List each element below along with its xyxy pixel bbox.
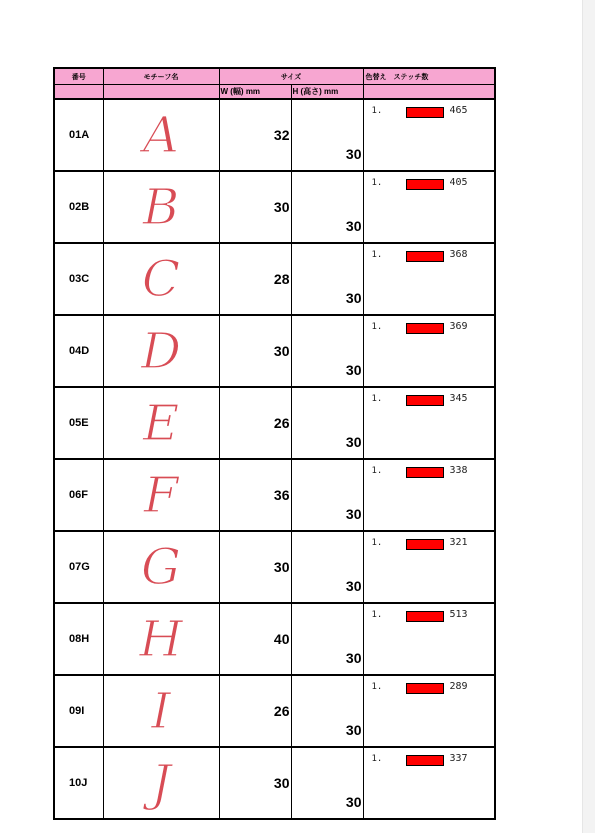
- height-value: 30: [345, 218, 362, 234]
- width-mm: [219, 171, 291, 243]
- color-index: 1.: [371, 538, 383, 548]
- height-mm: [291, 387, 363, 459]
- motif-code-text: 10J: [69, 777, 88, 789]
- thread-color-swatch: [406, 323, 444, 334]
- thread-color-swatch: [406, 611, 444, 622]
- color-index: 1.: [371, 466, 383, 476]
- stitch-count: 369: [449, 321, 468, 332]
- width-value: 30: [273, 199, 290, 215]
- motif-code-text: 04D: [69, 345, 90, 357]
- width-value: 30: [273, 343, 290, 359]
- motif-image-cell: [103, 387, 219, 459]
- stitched-letter-glyph: F: [143, 467, 179, 523]
- motif-code: [54, 387, 103, 459]
- color-index: 1.: [371, 394, 383, 404]
- motif-image-cell: [103, 675, 219, 747]
- motif-code: [54, 603, 103, 675]
- motif-code: [54, 99, 103, 171]
- cross-stitch-letter-image: [121, 755, 201, 811]
- cross-stitch-letter-image: [121, 179, 201, 235]
- width-mm: [219, 315, 291, 387]
- color-change-cell: [363, 603, 495, 675]
- color-change-cell: [363, 99, 495, 171]
- table-row: [54, 603, 495, 675]
- motif-code: [54, 315, 103, 387]
- cross-stitch-letter-image: [121, 539, 201, 595]
- stitched-letter-glyph: J: [150, 755, 172, 811]
- table-row: [54, 243, 495, 315]
- stitch-count: 465: [449, 105, 468, 116]
- page-edge: [582, 0, 595, 833]
- color-change-cell: [363, 531, 495, 603]
- width-value: 28: [273, 271, 290, 287]
- motif-code-text: 07G: [69, 561, 90, 573]
- stitch-count: 321: [449, 537, 468, 548]
- height-value: 30: [345, 146, 362, 162]
- color-index: 1.: [371, 106, 383, 116]
- motif-code: [54, 459, 103, 531]
- thread-color-swatch: [406, 539, 444, 550]
- color-change-cell: [363, 171, 495, 243]
- header-size: サイズ: [219, 68, 363, 85]
- table-row: [54, 675, 495, 747]
- cross-stitch-letter-image: [121, 395, 201, 451]
- table-row: [54, 171, 495, 243]
- thread-color-swatch: [406, 107, 444, 118]
- cross-stitch-letter-image: [121, 107, 201, 163]
- height-value: 30: [345, 290, 362, 306]
- color-change-cell: [363, 747, 495, 819]
- thread-color-swatch: [406, 467, 444, 478]
- motif-code: [54, 747, 103, 819]
- width-mm: [219, 387, 291, 459]
- width-value: 26: [273, 415, 290, 431]
- color-change-cell: [363, 459, 495, 531]
- thread-color-swatch: [406, 251, 444, 262]
- motif-code: [54, 171, 103, 243]
- color-change-cell: [363, 243, 495, 315]
- width-mm: [219, 99, 291, 171]
- motif-code-text: 05E: [69, 417, 89, 429]
- height-mm: [291, 603, 363, 675]
- height-mm: [291, 243, 363, 315]
- table-row: [54, 747, 495, 819]
- height-mm: [291, 171, 363, 243]
- thread-color-swatch: [406, 179, 444, 190]
- stitched-letter-glyph: B: [142, 179, 180, 235]
- subheader-width: W (幅) mm: [219, 85, 291, 100]
- subheader-blank: [103, 85, 219, 100]
- width-value: 30: [273, 775, 290, 791]
- subheader-blank: [363, 85, 495, 100]
- header-row: [54, 68, 495, 85]
- width-value: 30: [273, 559, 290, 575]
- width-value: 32: [273, 127, 290, 143]
- motif-code-text: 03C: [69, 273, 90, 285]
- motif-table: [53, 67, 496, 820]
- height-mm: [291, 459, 363, 531]
- height-mm: [291, 675, 363, 747]
- color-index: 1.: [371, 250, 383, 260]
- height-value: 30: [345, 650, 362, 666]
- stitch-count: 345: [449, 393, 468, 404]
- thread-color-swatch: [406, 395, 444, 406]
- motif-image-cell: [103, 243, 219, 315]
- thread-color-swatch: [406, 755, 444, 766]
- width-value: 40: [273, 631, 290, 647]
- color-index: 1.: [371, 610, 383, 620]
- stitched-letter-glyph: A: [142, 107, 180, 163]
- width-mm: [219, 603, 291, 675]
- motif-code-text: 02B: [69, 201, 90, 213]
- motif-code: [54, 531, 103, 603]
- height-mm: [291, 99, 363, 171]
- subheader-blank: [54, 85, 103, 100]
- motif-image-cell: [103, 531, 219, 603]
- color-change-cell: [363, 675, 495, 747]
- height-mm: [291, 747, 363, 819]
- cross-stitch-letter-image: [121, 611, 201, 667]
- motif-image-cell: [103, 171, 219, 243]
- stitch-count: 405: [449, 177, 468, 188]
- color-index: 1.: [371, 322, 383, 332]
- height-mm: [291, 531, 363, 603]
- motif-code-text: 01A: [69, 129, 90, 141]
- header-no: 番号: [54, 68, 103, 85]
- height-value: 30: [345, 506, 362, 522]
- width-mm: [219, 459, 291, 531]
- motif-code: [54, 675, 103, 747]
- height-value: 30: [345, 362, 362, 378]
- color-index: 1.: [371, 682, 383, 692]
- table-row: [54, 315, 495, 387]
- motif-code-text: 08H: [69, 633, 90, 645]
- stitched-letter-glyph: H: [139, 611, 183, 667]
- height-value: 30: [345, 722, 362, 738]
- stitch-count: 368: [449, 249, 468, 260]
- motif-image-cell: [103, 747, 219, 819]
- subheader-row: [54, 85, 495, 100]
- stitched-letter-glyph: C: [141, 251, 181, 307]
- width-value: 26: [273, 703, 290, 719]
- motif-code-text: 09I: [69, 705, 85, 717]
- table-row: [54, 387, 495, 459]
- motif-image-cell: [103, 99, 219, 171]
- motif-image-cell: [103, 459, 219, 531]
- cross-stitch-letter-image: [121, 323, 201, 379]
- height-value: 30: [345, 794, 362, 810]
- stitch-count: 289: [449, 681, 468, 692]
- width-mm: [219, 243, 291, 315]
- subheader-height: H (高さ) mm: [291, 85, 363, 100]
- stitch-count: 338: [449, 465, 468, 476]
- cross-stitch-letter-image: [121, 683, 201, 739]
- width-mm: [219, 675, 291, 747]
- stitch-count: 513: [449, 609, 468, 620]
- stitched-letter-glyph: G: [141, 539, 181, 595]
- stitch-count: 337: [449, 753, 468, 764]
- cross-stitch-letter-image: [121, 251, 201, 307]
- header-colors: 色替え ステッチ数: [363, 68, 495, 85]
- cross-stitch-letter-image: [121, 467, 201, 523]
- table-row: [54, 459, 495, 531]
- header-motif: モチーフ名: [103, 68, 219, 85]
- width-value: 36: [273, 487, 290, 503]
- stitched-letter-glyph: D: [140, 323, 182, 379]
- table-row: [54, 531, 495, 603]
- width-mm: [219, 531, 291, 603]
- height-value: 30: [345, 434, 362, 450]
- color-index: 1.: [371, 754, 383, 764]
- motif-image-cell: [103, 315, 219, 387]
- color-change-cell: [363, 315, 495, 387]
- motif-image-cell: [103, 603, 219, 675]
- height-value: 30: [345, 578, 362, 594]
- color-change-cell: [363, 387, 495, 459]
- stitched-letter-glyph: I: [151, 683, 171, 739]
- width-mm: [219, 747, 291, 819]
- thread-color-swatch: [406, 683, 444, 694]
- motif-code: [54, 243, 103, 315]
- color-index: 1.: [371, 178, 383, 188]
- stitched-letter-glyph: E: [142, 395, 180, 451]
- table-row: [54, 99, 495, 171]
- motif-code-text: 06F: [69, 489, 88, 501]
- height-mm: [291, 315, 363, 387]
